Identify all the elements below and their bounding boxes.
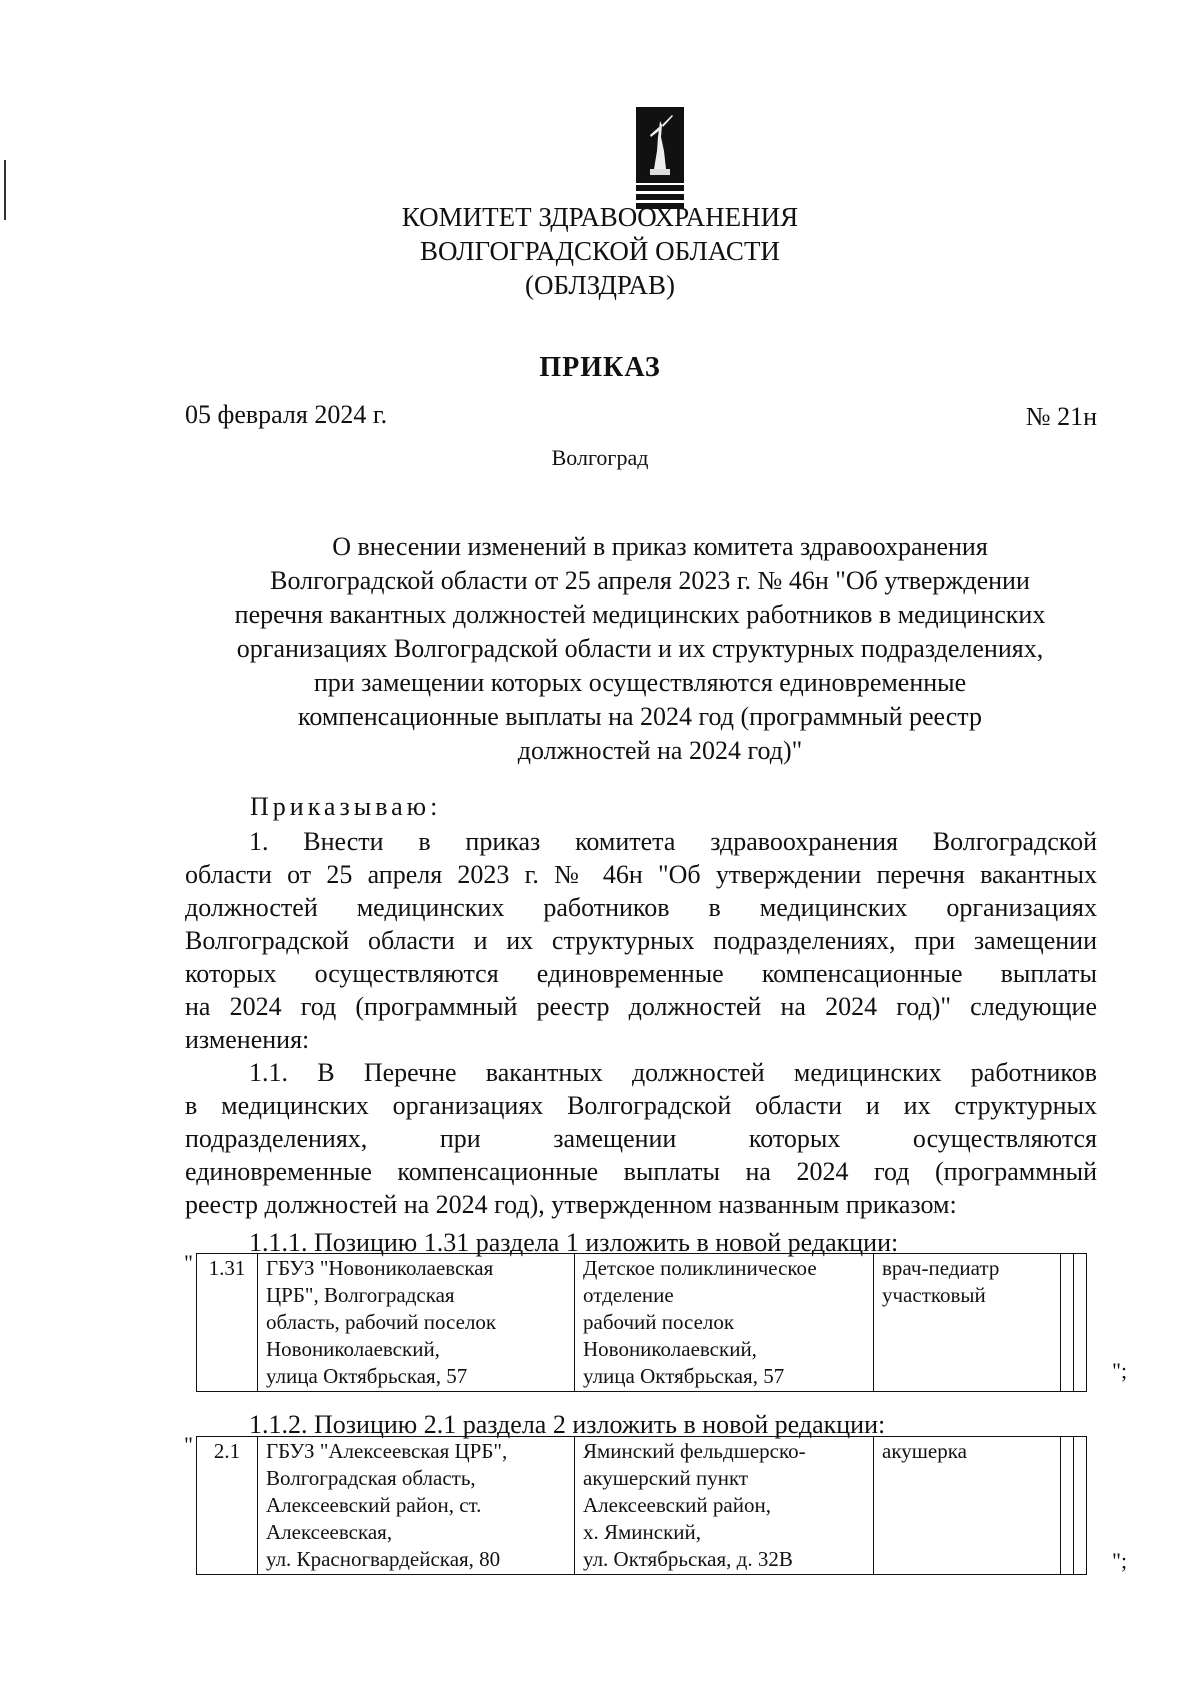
paragraph-line: подразделениях, при замещении которых осуществляются [185, 1124, 1097, 1153]
position-cell [874, 1254, 1061, 1392]
position-table-2-1 [196, 1436, 1087, 1575]
item-1-1-2: 1.1.2. Позицию 2.1 раздела 2 изложить в новой редакции: [249, 1410, 886, 1439]
cell-line: Волгоградская область, [266, 1466, 476, 1490]
cell-line: отделение [583, 1283, 674, 1307]
cell-line: врач-педиатр [882, 1256, 1000, 1280]
close-quote: "; [1112, 1548, 1128, 1573]
cell-line: акушерский пункт [583, 1466, 749, 1490]
organization-cell [258, 1254, 575, 1392]
cell-line: область, рабочий поселок [266, 1310, 497, 1334]
item-1-1-1: 1.1.1. Позицию 1.31 раздела 1 изложить в новой редакции: [249, 1228, 899, 1257]
title-line: при замещении которых осуществляются единовременные [313, 668, 967, 697]
title-line: О внесении изменений в приказ комитета здравоохранения [332, 532, 988, 561]
order-verb: Приказываю: [250, 792, 442, 821]
volgograd-coat-of-arms-icon [636, 107, 684, 210]
unit-cell [575, 1437, 874, 1575]
close-quote: "; [1112, 1358, 1128, 1383]
title-line: должностей на 2024 год)" [517, 736, 803, 765]
position-number: 2.1 [197, 1437, 258, 1575]
empty-cell [1061, 1437, 1074, 1575]
cell-line: ул. Красногвардейская, 80 [266, 1547, 501, 1571]
paragraph-line: изменения: [185, 1025, 310, 1054]
position-number: 1.31 [197, 1254, 258, 1392]
empty-cell [1074, 1254, 1087, 1392]
cell-line: Алексеевская, [266, 1520, 393, 1544]
organization-cell [258, 1437, 575, 1575]
cell-line: участковый [882, 1283, 986, 1307]
open-quote: " [184, 1250, 193, 1275]
order-heading: ПРИКАЗ [539, 352, 661, 383]
position-table-1-31 [196, 1253, 1087, 1392]
order-number: № 21н [1025, 402, 1097, 431]
table-row [197, 1437, 1087, 1575]
paragraph-line: области от 25 апреля 2023 г. № 46н "Об утверждении перечня вакантных [185, 860, 1097, 889]
cell-line: Новониколаевский, [266, 1337, 440, 1361]
cell-line: акушерка [882, 1439, 967, 1463]
paragraph-line: Волгоградской области и их структурных подразделениях, при замещении [185, 926, 1097, 955]
paragraph-line: должностей медицинских работников в медицинских организациях [185, 893, 1097, 922]
paragraph-1 [185, 825, 1097, 1056]
paragraph-line: которых осуществляются единовременные компенсационные выплаты [185, 959, 1097, 988]
order-date: 05 февраля 2024 г. [185, 400, 388, 429]
paragraph-line: в медицинских организациях Волгоградской области и их структурных [185, 1091, 1097, 1120]
scan-edge-mark [4, 160, 6, 220]
paragraph-line: единовременные компенсационные выплаты на 2024 год (программный [185, 1157, 1097, 1186]
empty-cell [1061, 1254, 1074, 1392]
cell-line: Новониколаевский, [583, 1337, 757, 1361]
committee-name-line2: ВОЛГОГРАДСКОЙ ОБЛАСТИ [420, 236, 780, 266]
cell-line: Детское поликлиническое [583, 1256, 817, 1280]
cell-line: х. Яминский, [583, 1520, 702, 1544]
unit-cell [575, 1254, 874, 1392]
open-quote: " [184, 1432, 193, 1457]
cell-line: Яминский фельдшерско- [583, 1439, 806, 1463]
cell-line: улица Октябрьская, 57 [583, 1364, 785, 1388]
cell-line: ул. Октябрьская, д. 32В [583, 1547, 793, 1571]
paragraph-2 [185, 1056, 1097, 1221]
paragraph-line: реестр должностей на 2024 год), утвержденном названным приказом: [185, 1190, 957, 1219]
cell-line: ЦРБ", Волгоградская [266, 1283, 455, 1307]
cell-line: рабочий поселок [583, 1310, 735, 1334]
title-line: компенсационные выплаты на 2024 год (программный реестр [298, 702, 982, 731]
title-line: перечня вакантных должностей медицинских работников в медицинских [234, 600, 1046, 629]
paragraph-line: на 2024 год (программный реестр должностей на 2024 год)" следующие [185, 992, 1097, 1021]
cell-line: ГБУЗ "Новониколаевская [266, 1256, 494, 1280]
cell-line: Алексеевский район, ст. [266, 1493, 482, 1517]
paragraph-line: 1.1. В Перечне вакантных должностей медицинских работников [249, 1058, 1097, 1087]
empty-cell [1074, 1437, 1087, 1575]
table-row [197, 1254, 1087, 1392]
committee-name-line1: КОМИТЕТ ЗДРАВООХРАНЕНИЯ [401, 202, 799, 232]
title-line: Волгоградской области от 25 апреля 2023 г. № 46н "Об утверждении [270, 566, 1030, 595]
cell-line: улица Октябрьская, 57 [266, 1364, 468, 1388]
committee-abbreviation: (ОБЛЗДРАВ) [525, 270, 675, 300]
cell-line: Алексеевский район, [583, 1493, 771, 1517]
order-city: Волгоград [551, 445, 649, 470]
cell-line: ГБУЗ "Алексеевская ЦРБ", [266, 1439, 508, 1463]
paragraph-line: 1. Внести в приказ комитета здравоохранения Волгоградской [249, 827, 1097, 856]
position-cell [874, 1437, 1061, 1575]
title-line: организациях Волгоградской области и их структурных подразделениях, [236, 634, 1044, 663]
